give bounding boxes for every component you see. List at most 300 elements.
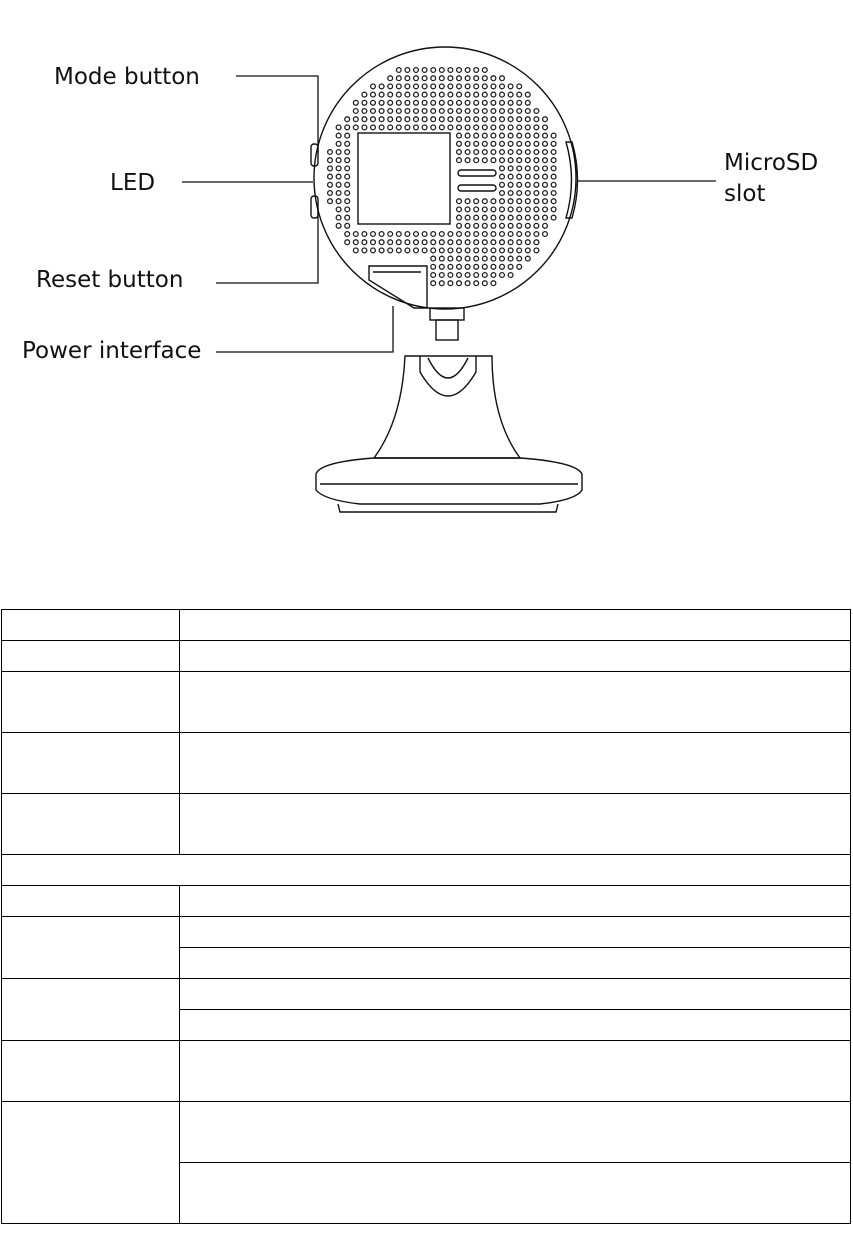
speaker-hole — [525, 174, 530, 179]
speaker-hole — [414, 76, 419, 81]
speaker-hole — [379, 100, 384, 105]
speaker-hole — [431, 117, 436, 122]
speaker-hole — [517, 117, 522, 122]
speaker-hole — [474, 84, 479, 89]
speaker-hole — [500, 117, 505, 122]
table-row — [2, 1041, 851, 1102]
camera-neck — [430, 308, 464, 320]
speaker-hole — [534, 240, 539, 245]
speaker-hole — [345, 117, 350, 122]
speaker-hole — [396, 76, 401, 81]
speaker-hole — [500, 191, 505, 196]
speaker-hole — [448, 264, 453, 269]
speaker-hole — [396, 125, 401, 130]
speaker-hole — [396, 100, 401, 105]
speaker-hole — [439, 68, 444, 73]
speaker-hole — [500, 84, 505, 89]
speaker-hole — [517, 109, 522, 114]
speaker-hole — [457, 215, 462, 220]
speaker-hole — [551, 166, 556, 171]
speaker-hole — [422, 232, 427, 237]
speaker-hole — [482, 232, 487, 237]
speaker-hole — [500, 264, 505, 269]
speaker-hole — [457, 256, 462, 261]
speaker-hole — [388, 100, 393, 105]
speaker-hole — [405, 76, 410, 81]
speaker-hole — [431, 240, 436, 245]
speaker-hole — [439, 248, 444, 253]
speaker-hole — [482, 256, 487, 261]
speaker-hole — [517, 223, 522, 228]
speaker-hole — [439, 100, 444, 105]
table-row — [2, 672, 851, 733]
speaker-hole — [396, 68, 401, 73]
speaker-hole — [465, 117, 470, 122]
speaker-hole — [396, 84, 401, 89]
speaker-hole — [396, 109, 401, 114]
speaker-hole — [525, 191, 530, 196]
speaker-hole — [525, 166, 530, 171]
speaker-hole — [474, 158, 479, 163]
speaker-hole — [508, 125, 513, 130]
table-row — [2, 794, 851, 855]
speaker-hole — [500, 256, 505, 261]
speaker-hole — [517, 264, 522, 269]
speaker-hole — [508, 141, 513, 146]
speaker-hole — [439, 281, 444, 286]
speaker-hole — [431, 232, 436, 237]
speaker-hole — [491, 125, 496, 130]
speaker-hole — [336, 199, 341, 204]
speaker-hole — [517, 92, 522, 97]
speaker-hole — [517, 100, 522, 105]
front-panel — [358, 133, 450, 224]
speaker-hole — [543, 199, 548, 204]
speaker-hole — [439, 76, 444, 81]
speaker-hole — [448, 117, 453, 122]
speaker-hole — [534, 133, 539, 138]
speaker-hole — [448, 100, 453, 105]
microsd-label-line2: slot — [724, 181, 766, 207]
speaker-hole — [534, 182, 539, 187]
speaker-hole — [405, 92, 410, 97]
speaker-hole — [379, 232, 384, 237]
speaker-hole — [345, 141, 350, 146]
speaker-hole — [457, 223, 462, 228]
speaker-hole — [396, 92, 401, 97]
speaker-hole — [517, 84, 522, 89]
speaker-hole — [517, 133, 522, 138]
speaker-hole — [508, 109, 513, 114]
table-row — [2, 641, 851, 672]
speaker-hole — [457, 273, 462, 278]
speaker-hole — [525, 125, 530, 130]
speaker-hole — [491, 84, 496, 89]
speaker-hole — [534, 158, 539, 163]
speaker-hole — [482, 158, 487, 163]
speaker-hole — [465, 240, 470, 245]
speaker-hole — [508, 256, 513, 261]
speaker-hole — [388, 248, 393, 253]
speaker-hole — [465, 68, 470, 73]
speaker-hole — [482, 215, 487, 220]
speaker-hole — [500, 141, 505, 146]
speaker-hole — [362, 100, 367, 105]
speaker-hole — [396, 240, 401, 245]
table-row — [2, 886, 851, 917]
speaker-hole — [388, 125, 393, 130]
speaker-hole — [336, 141, 341, 146]
speaker-hole — [525, 240, 530, 245]
speaker-hole — [414, 84, 419, 89]
speaker-hole — [439, 109, 444, 114]
speaker-hole — [525, 182, 530, 187]
speaker-hole — [517, 150, 522, 155]
speaker-hole — [388, 84, 393, 89]
speaker-hole — [457, 199, 462, 204]
speaker-hole — [405, 240, 410, 245]
speaker-hole — [431, 125, 436, 130]
speaker-hole — [500, 125, 505, 130]
speaker-hole — [491, 199, 496, 204]
speaker-hole — [482, 207, 487, 212]
speaker-hole — [422, 84, 427, 89]
speaker-hole — [500, 182, 505, 187]
speaker-hole — [457, 125, 462, 130]
speaker-hole — [353, 125, 358, 130]
speaker-hole — [491, 281, 496, 286]
speaker-hole — [448, 232, 453, 237]
speaker-hole — [500, 166, 505, 171]
speaker-hole — [465, 256, 470, 261]
speaker-hole — [491, 76, 496, 81]
speaker-hole — [543, 166, 548, 171]
speaker-hole — [482, 248, 487, 253]
speaker-hole — [508, 92, 513, 97]
speaker-hole — [482, 125, 487, 130]
speaker-hole — [543, 125, 548, 130]
speaker-hole — [543, 158, 548, 163]
speaker-hole — [508, 207, 513, 212]
speaker-hole — [525, 158, 530, 163]
speaker-hole — [474, 199, 479, 204]
speaker-hole — [345, 199, 350, 204]
speaker-hole — [328, 158, 333, 163]
speaker-hole — [371, 248, 376, 253]
speaker-hole — [517, 141, 522, 146]
speaker-hole — [474, 133, 479, 138]
speaker-hole — [457, 109, 462, 114]
speaker-hole — [422, 248, 427, 253]
speaker-hole — [457, 84, 462, 89]
front-slot-bottom — [458, 185, 496, 191]
speaker-hole — [508, 182, 513, 187]
speaker-hole — [525, 199, 530, 204]
speaker-hole — [388, 92, 393, 97]
speaker-hole — [525, 150, 530, 155]
speaker-hole — [543, 207, 548, 212]
speaker-hole — [508, 232, 513, 237]
speaker-hole — [388, 109, 393, 114]
speaker-hole — [457, 232, 462, 237]
speaker-hole — [457, 207, 462, 212]
speaker-hole — [551, 150, 556, 155]
speaker-hole — [534, 232, 539, 237]
speaker-hole — [465, 273, 470, 278]
speaker-hole — [336, 150, 341, 155]
speaker-hole — [491, 223, 496, 228]
speaker-hole — [534, 215, 539, 220]
speaker-hole — [448, 256, 453, 261]
speaker-hole — [345, 232, 350, 237]
speaker-hole — [328, 174, 333, 179]
speaker-hole — [336, 174, 341, 179]
speaker-hole — [405, 68, 410, 73]
speaker-hole — [508, 100, 513, 105]
speaker-hole — [422, 76, 427, 81]
speaker-hole — [457, 248, 462, 253]
speaker-hole — [517, 182, 522, 187]
speaker-hole — [482, 223, 487, 228]
speaker-hole — [448, 92, 453, 97]
speaker-hole — [491, 264, 496, 269]
table-row — [2, 917, 851, 948]
reset-button-leader — [216, 208, 318, 283]
speaker-hole — [517, 215, 522, 220]
speaker-hole — [388, 240, 393, 245]
speaker-hole — [371, 84, 376, 89]
speaker-hole — [371, 109, 376, 114]
speaker-hole — [534, 125, 539, 130]
speaker-hole — [439, 92, 444, 97]
speaker-hole — [371, 92, 376, 97]
speaker-hole — [543, 133, 548, 138]
speaker-hole — [508, 84, 513, 89]
speaker-hole — [422, 68, 427, 73]
speaker-hole — [482, 109, 487, 114]
speaker-hole — [439, 232, 444, 237]
mode-button-leader — [236, 76, 318, 152]
speaker-hole — [482, 68, 487, 73]
speaker-hole — [508, 150, 513, 155]
speaker-hole — [345, 215, 350, 220]
speaker-hole — [457, 92, 462, 97]
speaker-hole — [474, 223, 479, 228]
speaker-hole — [371, 240, 376, 245]
speaker-hole — [362, 232, 367, 237]
speaker-hole — [345, 158, 350, 163]
speaker-hole — [482, 92, 487, 97]
speaker-hole — [482, 117, 487, 122]
table-row — [2, 733, 851, 794]
speaker-hole — [508, 158, 513, 163]
speaker-hole — [465, 223, 470, 228]
speaker-hole — [388, 76, 393, 81]
speaker-hole — [431, 76, 436, 81]
speaker-hole — [500, 76, 505, 81]
speaker-hole — [534, 141, 539, 146]
speaker-hole — [345, 133, 350, 138]
speaker-hole — [336, 133, 341, 138]
speaker-hole — [474, 207, 479, 212]
speaker-hole — [525, 207, 530, 212]
speaker-hole — [465, 84, 470, 89]
speaker-hole — [448, 84, 453, 89]
speaker-holes — [328, 68, 556, 286]
speaker-hole — [500, 215, 505, 220]
speaker-hole — [345, 182, 350, 187]
speaker-hole — [543, 215, 548, 220]
speaker-hole — [336, 191, 341, 196]
speaker-hole — [517, 158, 522, 163]
speaker-hole — [465, 207, 470, 212]
speaker-hole — [500, 207, 505, 212]
speaker-hole — [508, 273, 513, 278]
speaker-hole — [431, 248, 436, 253]
speaker-hole — [414, 100, 419, 105]
speaker-hole — [474, 100, 479, 105]
speaker-hole — [482, 150, 487, 155]
speaker-hole — [353, 240, 358, 245]
speaker-hole — [336, 215, 341, 220]
speaker-hole — [508, 166, 513, 171]
speaker-hole — [491, 100, 496, 105]
speaker-hole — [525, 100, 530, 105]
speaker-hole — [362, 248, 367, 253]
speaker-hole — [457, 141, 462, 146]
front-slot-top — [458, 170, 496, 176]
speaker-hole — [362, 125, 367, 130]
speaker-hole — [534, 174, 539, 179]
speaker-hole — [474, 150, 479, 155]
speaker-hole — [396, 232, 401, 237]
speaker-hole — [414, 248, 419, 253]
table-row — [2, 610, 851, 641]
speaker-hole — [491, 133, 496, 138]
speaker-hole — [551, 133, 556, 138]
speaker-hole — [482, 273, 487, 278]
speaker-hole — [534, 223, 539, 228]
speaker-hole — [491, 141, 496, 146]
speaker-hole — [414, 117, 419, 122]
speaker-hole — [491, 117, 496, 122]
speaker-hole — [405, 84, 410, 89]
stand-base — [316, 458, 582, 504]
speaker-hole — [336, 158, 341, 163]
speaker-hole — [457, 100, 462, 105]
speaker-hole — [551, 158, 556, 163]
speaker-hole — [336, 182, 341, 187]
speaker-hole — [551, 199, 556, 204]
speaker-hole — [328, 166, 333, 171]
speaker-hole — [345, 207, 350, 212]
speaker-hole — [362, 117, 367, 122]
speaker-hole — [517, 248, 522, 253]
speaker-hole — [431, 109, 436, 114]
speaker-hole — [414, 92, 419, 97]
speaker-hole — [328, 150, 333, 155]
speaker-hole — [500, 232, 505, 237]
speaker-hole — [500, 109, 505, 114]
table-row — [2, 855, 851, 886]
speaker-hole — [474, 68, 479, 73]
speaker-hole — [457, 68, 462, 73]
microsd-label-line1: MicroSD — [724, 150, 819, 176]
speaker-hole — [345, 174, 350, 179]
speaker-hole — [508, 240, 513, 245]
speaker-hole — [491, 150, 496, 155]
speaker-hole — [345, 166, 350, 171]
speaker-hole — [517, 125, 522, 130]
speaker-hole — [474, 273, 479, 278]
speaker-hole — [491, 207, 496, 212]
speaker-hole — [345, 125, 350, 130]
speaker-hole — [405, 117, 410, 122]
spec-table — [1, 609, 851, 1224]
speaker-hole — [500, 150, 505, 155]
speaker-hole — [474, 248, 479, 253]
speaker-hole — [508, 174, 513, 179]
speaker-hole — [508, 191, 513, 196]
speaker-hole — [491, 256, 496, 261]
speaker-hole — [439, 117, 444, 122]
speaker-hole — [508, 215, 513, 220]
speaker-hole — [500, 223, 505, 228]
speaker-hole — [422, 109, 427, 114]
speaker-hole — [465, 248, 470, 253]
speaker-hole — [517, 232, 522, 237]
speaker-hole — [422, 100, 427, 105]
speaker-hole — [345, 150, 350, 155]
speaker-hole — [431, 100, 436, 105]
mode-button-label: Mode button — [54, 64, 200, 90]
speaker-hole — [371, 125, 376, 130]
speaker-hole — [500, 174, 505, 179]
speaker-hole — [371, 100, 376, 105]
speaker-hole — [465, 281, 470, 286]
speaker-hole — [336, 166, 341, 171]
speaker-hole — [482, 133, 487, 138]
speaker-hole — [371, 117, 376, 122]
speaker-hole — [465, 100, 470, 105]
speaker-hole — [500, 133, 505, 138]
speaker-hole — [525, 141, 530, 146]
speaker-hole — [474, 215, 479, 220]
speaker-hole — [517, 199, 522, 204]
speaker-hole — [551, 207, 556, 212]
speaker-hole — [448, 125, 453, 130]
speaker-hole — [534, 199, 539, 204]
speaker-hole — [431, 68, 436, 73]
speaker-hole — [465, 92, 470, 97]
speaker-hole — [491, 273, 496, 278]
speaker-hole — [448, 109, 453, 114]
speaker-hole — [431, 281, 436, 286]
speaker-hole — [517, 166, 522, 171]
speaker-hole — [491, 109, 496, 114]
speaker-hole — [500, 100, 505, 105]
speaker-hole — [431, 273, 436, 278]
speaker-hole — [448, 273, 453, 278]
speaker-hole — [414, 125, 419, 130]
speaker-hole — [457, 76, 462, 81]
speaker-hole — [517, 207, 522, 212]
speaker-hole — [517, 174, 522, 179]
speaker-hole — [525, 215, 530, 220]
speaker-hole — [439, 240, 444, 245]
speaker-hole — [543, 182, 548, 187]
speaker-hole — [534, 207, 539, 212]
